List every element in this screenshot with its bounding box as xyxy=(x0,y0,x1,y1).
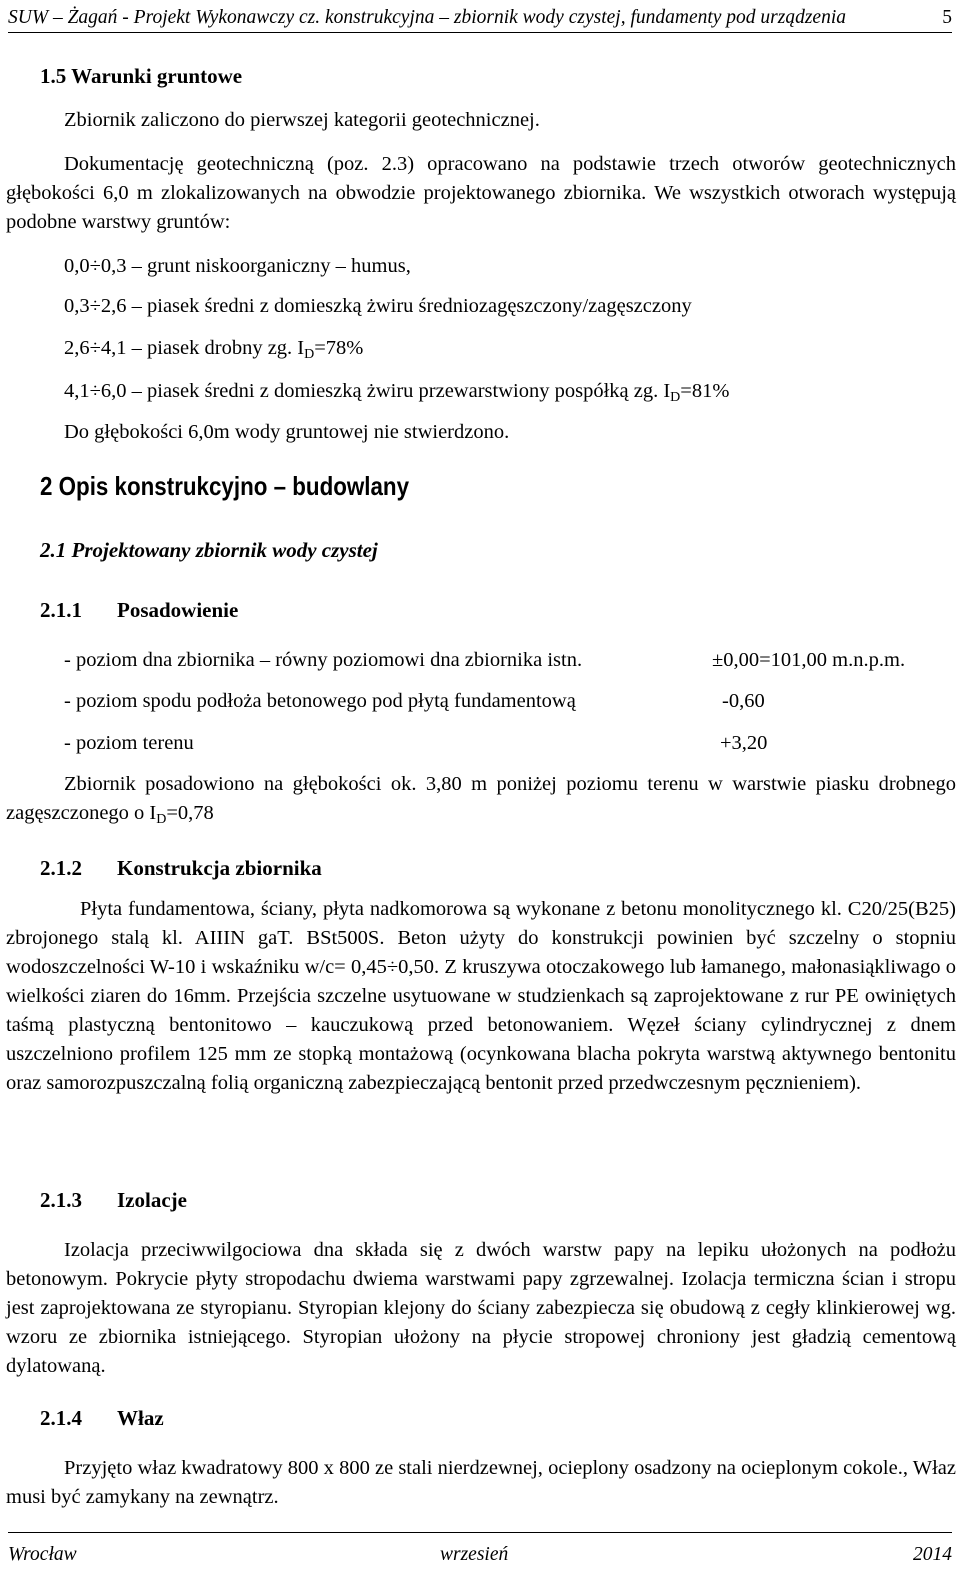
level-value: +3,20 xyxy=(720,732,768,754)
section-2-1-3-heading: 2.1.3 Izolacje xyxy=(40,1188,187,1212)
paragraph-category: Zbiornik zaliczono do pierwszej kategorii geotechnicznej. xyxy=(64,109,540,131)
paragraph-foundation: Zbiornik posadowiono na głębokości ok. 3,80 m poniżej poziomu terenu w warstwie piasku drobnego zagęszczonego o $I_D=0,78$ xyxy=(6,773,956,827)
footer-year: 2014 xyxy=(913,1544,952,1565)
page-number: 5 xyxy=(942,7,952,28)
level-label: - poziom spodu podłoża betonowego pod płytą fundamentową xyxy=(64,690,576,712)
paragraph-documentation: Dokumentację geotechniczną (poz. 2.3) opracowano na podstawie trzech otworów geotechnicznych głębokości 6,0 m zlokalizowanych na obwodzie projektowanego zbiornika. We wszystkich otworach występują podobne warstwy gruntów: xyxy=(6,153,956,233)
paragraph-insulation: Izolacja przeciwwilgociowa dna składa się z dwóch warstw papy na lepiku ułożonych na podłożu betonowym. Pokrycie płyty stropodachu dwiema warstwami papy zgrzewalnej. Izolacja termiczna ścian i stropu jest zaprojektowana ze styropianu. Styropian klejony do ściany zabezpiecza się obudową z cegły klinkierowej wg. wzoru ze zbiornika istniejącego. Styropian ułożony na płycie stropowej chroniony jest gładzią cementową dylatowaną. xyxy=(6,1239,956,1377)
soil-layer: 0,0÷0,3 – grunt niskoorganiczny – humus, xyxy=(64,255,411,277)
section-2-1-1-heading: 2.1.1 Posadowienie xyxy=(40,598,239,622)
page-footer xyxy=(8,1532,952,1565)
page-header xyxy=(8,3,952,33)
section-2-1-4-heading: 2.1.4 Właz xyxy=(40,1406,164,1430)
level-label: - poziom dna zbiornika – równy poziomowi dna zbiornika istn. xyxy=(64,649,583,671)
level-value: ±0,00=101,00 m.n.p.m. xyxy=(712,649,906,671)
level-value: -0,60 xyxy=(722,690,765,712)
footer-place: Wrocław xyxy=(8,1544,77,1565)
soil-layer: 4,1÷6,0 – piasek średni z domieszką żwiru przewarstwiony pospółką zg. ID=81% xyxy=(64,380,730,405)
soil-layer: 0,3÷2,6 – piasek średni z domieszką żwiru średniozagęszczony/zagęszczony xyxy=(64,295,692,317)
level-label: - poziom terenu xyxy=(64,732,194,754)
soil-layer: 2,6÷4,1 – piasek drobny zg. ID=78% xyxy=(64,337,364,362)
section-2-1-heading: 2.1 Projektowany zbiornik wody czystej xyxy=(40,538,378,562)
footer-month: wrzesień xyxy=(440,1544,509,1565)
paragraph-construction: Płyta fundamentowa, ściany, płyta nadkomorowa są wykonane z betonu monolitycznego kl. C20/25(B25) zbrojonego stalą kl. AIIIN gaT. BSt500S. Beton użyty do konstrukcji powinien być szczelny o stopniu wodoszczelności W-10 i wskaźniku w/c= 0,45÷0,50. Z kruszywa otoczakowego lub łamanego, małonasiąkliwago o wielkości ziaren do 16mm. Przejścia szczelne usytuowane w studzienkach są zaprojektowane z rur PE owiniętych taśmą plastyczną bentonitowo – kauczukową przed betonowaniem. Węzeł ściany cylindrycznej z dnem uszczelniono profilem 125 mm ze stopką montażową (ocynkowana blacha pokryta warstwą aktywnego bentonitu oraz samorozpuszczalną folią organiczną zabezpieczającą bentonit przed przedwczesnym pęcznieniem). xyxy=(6,898,956,1094)
groundwater-note: Do głębokości 6,0m wody gruntowej nie stwierdzono. xyxy=(64,421,510,443)
header-title: SUW – Żagań - Projekt Wykonawczy cz. konstrukcyjna – zbiornik wody czystej, fundamenty pod urządzenia xyxy=(8,7,847,28)
section-2-heading: 2 Opis konstrukcyjno – budowlany xyxy=(40,471,410,501)
paragraph-hatch: Przyjęto właz kwadratowy 800 x 800 ze stali nierdzewnej, ocieplony osadzony na ocieplonym cokole., Właz musi być zamykany na zewnątrz. xyxy=(6,1457,956,1508)
section-2-1-2-heading: 2.1.2 Konstrukcja zbiornika xyxy=(40,856,322,880)
section-1-5-heading: 1.5 Warunki gruntowe xyxy=(40,64,243,88)
